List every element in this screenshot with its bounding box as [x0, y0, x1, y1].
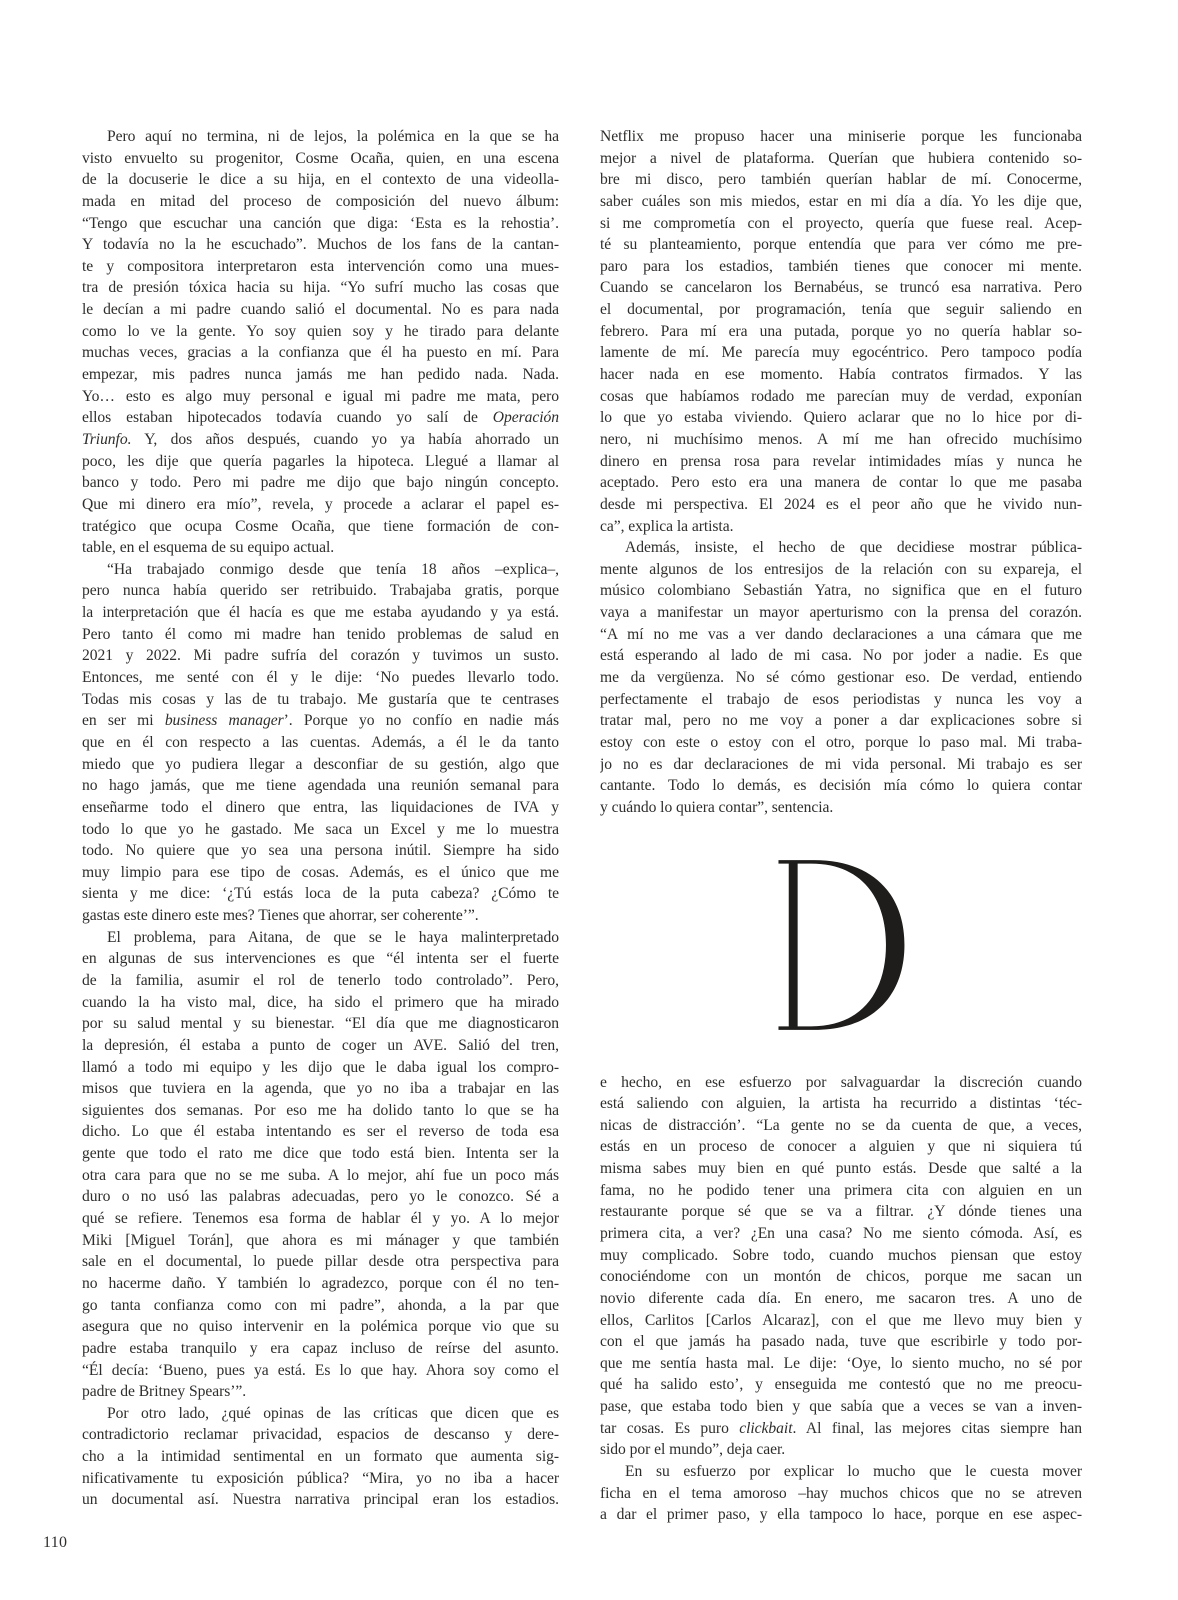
text-line: estoy con este o estoy con el otro, porque lo paso mal. Mi traba- — [600, 733, 1082, 751]
text-line: que en él con respecto a las cuentas. Además, a él le da tanto — [82, 733, 559, 751]
text-line: té su planteamiento, porque entendía que para ver cómo me pre- — [600, 236, 1082, 254]
text-line: vaya a manifestar un mayor aperturismo con la prensa del corazón. — [600, 604, 1082, 622]
text-line: “Tengo que escuchar una canción que diga: ‘Esta es la rehostia’. — [82, 214, 559, 232]
text-line: y cuándo lo quiera contar”, sentencia. — [600, 798, 834, 816]
text-line: dicho. Lo que él estaba intentando es ser el reverso de toda esa — [82, 1123, 559, 1141]
text-line: “Ha trabajado conmigo desde que tenía 18 años –explica–, — [107, 560, 559, 578]
text-line: el documental, por programación, tenía que seguir saliendo en — [600, 301, 1082, 319]
text-line: Pero aquí no termina, ni de lejos, la polémica en la que se ha — [107, 128, 559, 145]
text-column-left — [82, 126, 559, 1526]
text-line: nero, ni muchísimo menos. A mí me han ofrecido muchísimo — [600, 430, 1082, 448]
text-line: sale en el documental, lo puede pillar desde otra perspectiva para — [82, 1253, 559, 1271]
text-line: dinero en prensa rosa para revelar intimidades mías y nunca he — [600, 452, 1082, 470]
text-line: “A mí no me vas a ver dando declaraciones a una cámara que me — [600, 625, 1082, 643]
text-line: Miki [Miguel Torán], que ahora es mi mánager y que también — [82, 1231, 559, 1249]
text-line: jo no es dar declaraciones de mi vida personal. Mi trabajo es ser — [600, 755, 1082, 773]
text-line: te y compositora interpretaron esta intervención como una mues- — [82, 257, 559, 275]
text-line: cosas que habíamos rodado me parecían muy de verdad, exponían — [600, 387, 1082, 405]
text-line: pero nunca había querido ser retribuido. Trabajaba gratis, porque — [82, 582, 559, 600]
text-line: no hacerme daño. Y también lo agradezco, porque con él no ten- — [82, 1274, 559, 1292]
paragraph — [82, 559, 559, 927]
paragraph — [600, 537, 1082, 818]
text-line: miedo que yo pudiera llegar a desconfiar de su gestión, algo que — [82, 755, 559, 773]
text-line: restaurante porque sé que se va a filtrar. ¿Y dónde tienes una — [600, 1203, 1082, 1221]
text-line: le decían a mi padre cuando salió el documental. No es para nada — [82, 301, 559, 319]
text-line: mejor a nivel de plataforma. Querían que hubiera contenido so- — [600, 149, 1082, 167]
text-line: la depresión, él estaba a punto de coger un AVE. Salió del tren, — [82, 1036, 559, 1054]
text-line: que me sentía hasta mal. Le dije: ‘Oye, lo siento mucho, no sé por — [600, 1354, 1082, 1372]
text-line: El problema, para Aitana, de que se le haya malinterpretado — [107, 928, 559, 946]
text-line: todo. No quiere que yo sea una persona inútil. Siempre ha sido — [82, 842, 559, 860]
text-line: en algunas de sus intervenciones es que “él intenta ser el fuerte — [82, 950, 559, 968]
drop-cap-letter — [600, 819, 1082, 1072]
text-line: lo que yo estaba viviendo. Quiero aclarar que no lo hice por di- — [600, 409, 1082, 427]
text-line: llamó a todo mi equipo y les dijo que le daba igual los compro- — [82, 1058, 559, 1076]
text-line: Todas mis cosas y las de tu trabajo. Me gustaría que te centrases — [82, 690, 559, 708]
text-line: en ser mi business manager’. Porque yo no confío en nadie más — [82, 712, 559, 730]
text-line: todo lo que yo he gastado. Me saca un Excel y me lo muestra — [82, 820, 559, 838]
text-line: padre estaba tranquilo y era capaz incluso de reírse del asunto. — [82, 1339, 559, 1357]
text-line: duro o no usó las palabras adecuadas, pero yo le conozco. Sé a — [82, 1188, 559, 1206]
text-line: me da vergüenza. No sé cómo gestionar eso. De verdad, entiendo — [600, 669, 1082, 687]
text-line: qué se refiere. Tenemos esa forma de hablar él y yo. A lo mejor — [82, 1210, 559, 1228]
paragraph — [600, 1461, 1082, 1526]
text-line: perfectamente el trabajo de esos periodistas y nunca les voy a — [600, 690, 1082, 708]
text-line: con el que jamás ha pasado nada, tuve que escribirle y todo por- — [600, 1333, 1082, 1351]
text-line: gastas este dinero este mes? Tienes que ahorrar, ser coherente’”. — [82, 907, 479, 925]
paragraph — [600, 126, 1082, 537]
text-line: sienta y me dice: ‘¿Tú estás loca de la puta cabeza? ¿Cómo te — [82, 885, 559, 903]
paragraph — [82, 927, 559, 1403]
text-line: febrero. Para mí era una putada, porque yo no quería hablar so- — [600, 322, 1082, 340]
text-line: cho a la intimidad sentimental en un formato que aumenta sig- — [82, 1448, 559, 1466]
paragraph — [82, 1403, 559, 1511]
text-line: conociéndome con un montón de chicos, porque me sacan un — [600, 1268, 1082, 1286]
text-line: está esperando al lado de mi casa. No por joder a nadie. Es que — [600, 647, 1082, 665]
text-line: si me comprometía con el proyecto, quería que fuese real. Acep- — [600, 214, 1082, 232]
text-line: Que mi dinero era mío”, revela, y procede a aclarar el papel es- — [82, 495, 559, 513]
text-line: tratar mal, pero no me voy a poner a dar explicaciones sobre si — [600, 712, 1082, 730]
text-line: nificativamente tu exposición pública? “Mira, yo no iba a hacer — [82, 1469, 559, 1487]
text-line: ca”, explica la artista. — [600, 517, 734, 535]
text-line: saber cuáles son mis miedos, estar en mi día a día. Yo les dije que, — [600, 192, 1082, 210]
text-line: tratégico que ocupa Cosme Ocaña, que tiene formación de con- — [82, 517, 559, 535]
text-line: desde mi perspectiva. El 2024 es el peor año que he vivido nun- — [600, 495, 1082, 513]
text-line: Triunfo. Y, dos años después, cuando yo ya había ahorrado un — [82, 430, 559, 448]
text-line: novio diferente cada día. En enero, me sacaron tres. A uno de — [600, 1289, 1082, 1307]
text-line: a dar el primer paso, y ella tampoco lo hace, porque en ese aspec- — [600, 1506, 1082, 1524]
text-column-right — [600, 126, 1082, 1526]
text-line: Pero tanto él como mi madre han tenido problemas de salud en — [82, 625, 559, 643]
text-line: misos que tuviera en la agenda, que yo no iba a trabajar en las — [82, 1080, 559, 1098]
text-line: nicas de distracción’. “La gente no se da cuenta de que, a veces, — [600, 1116, 1082, 1134]
text-line: contradictorio reclamar privacidad, espacios de descanso y dere- — [82, 1426, 559, 1444]
text-line: otra cara para que no se me suba. A lo mejor, ahí fue un poco más — [82, 1166, 559, 1184]
text-line: mada en mitad del proceso de composición del nuevo álbum: — [82, 192, 559, 210]
text-line: mente algunos de los entresijos de la relación con su expareja, el — [600, 560, 1082, 578]
text-line: no hago jamás, que me tiene agendada una reunión semanal para — [82, 777, 559, 795]
text-line: muy limpio para ese tipo de cosas. Además, es el único que me — [82, 863, 559, 881]
text-line: Y todavía no la he escuchado”. Muchos de los fans de la cantan- — [82, 236, 559, 254]
text-line: Además, insiste, el hecho de que decidiese mostrar pública- — [625, 539, 1082, 557]
text-line: muchas veces, gracias a la confianza que él ha puesto en mí. Para — [82, 344, 559, 362]
text-line: Por otro lado, ¿qué opinas de las críticas que dicen que es — [107, 1404, 559, 1422]
text-line: cantante. Todo lo demás, es decisión mía cómo lo quiera contar — [600, 777, 1082, 795]
text-line: como lo ve la gente. Yo soy quien soy y he tirado para delante — [82, 322, 559, 340]
text-line: misma sabes muy bien en qué punto estás. Desde que salté a la — [600, 1160, 1082, 1178]
text-line: sido por el mundo”, deja caer. — [600, 1441, 786, 1459]
text-line: qué ha salido esto’, y enseguida me contestó que no me preocu- — [600, 1376, 1082, 1394]
text-line: asegura que no quiso intervenir en la polémica porque vio que su — [82, 1318, 559, 1336]
text-line: “Él decía: ‘Bueno, pues ya está. Es lo que hay. Ahora soy como el — [82, 1361, 559, 1379]
text-line: paro para los estadios, también tienes que conocer mi mente. — [600, 257, 1082, 275]
page-number: 110 — [43, 1534, 68, 1551]
text-line: ficha en el tema amoroso –hay muchos chicos que no se atreven — [600, 1484, 1082, 1502]
text-line: un documental así. Nuestra narrativa principal eran los estadios. — [82, 1491, 559, 1509]
text-line: primera cita, a ver? ¿En una casa? No me siento cómoda. Así, es — [600, 1224, 1082, 1242]
text-line: aceptado. Pero esto era una manera de contar lo que me pasaba — [600, 474, 1082, 492]
text-line: tar cosas. Es puro clickbait. Al final, las mejores citas siempre han — [600, 1419, 1082, 1437]
text-line: padre de Britney Spears’”. — [82, 1383, 247, 1401]
paragraph — [82, 126, 559, 559]
text-line: table, en el esquema de su equipo actual. — [82, 539, 335, 557]
text-line: por su salud mental y su bienestar. “El día que me diagnosticaron — [82, 1015, 559, 1033]
text-line: 2021 y 2022. Mi padre sufría del corazón y tuvimos un susto. — [82, 647, 559, 665]
text-line: tra de presión tóxica hacia su hija. “Yo sufrí mucho las cosas que — [82, 279, 559, 297]
text-line: hacer nada en ese momento. Había contratos firmados. Y las — [600, 366, 1082, 384]
text-line: cuando la ha visto mal, dice, ha sido el primero que ha mirado — [82, 993, 559, 1011]
text-line: muy complicado. Sobre todo, cuando muchos piensan que estoy — [600, 1246, 1082, 1264]
text-line: estás en un proceso de conocer a alguien y que ni siquiera tú — [600, 1138, 1082, 1156]
text-line: bre mi disco, pero también querían hablar de mí. Conocerme, — [600, 171, 1082, 189]
text-line: ellos, Carlitos [Carlos Alcaraz], con el que me llevo muy bien y — [600, 1311, 1082, 1329]
text-line: lamente de mí. Me parecía muy egocéntrico. Pero tampoco podía — [600, 344, 1082, 362]
text-line: de la docuserie le dice a su hija, en el contexto de una videolla- — [82, 171, 559, 189]
text-line: Netflix me propuso hacer una miniserie porque les funcionaba — [600, 128, 1082, 145]
text-line: está saliendo con alguien, la artista ha recurrido a distintas ‘téc- — [600, 1095, 1082, 1113]
text-line: e hecho, en ese esfuerzo por salvaguardar la discreción cuando — [600, 1073, 1082, 1091]
text-line: go tanta confianza como con mi padre”, ahonda, a la par que — [82, 1296, 559, 1314]
text-line: En su esfuerzo por explicar lo mucho que le cuesta mover — [625, 1463, 1082, 1481]
text-line: fama, no he podido tener una primera cita con alguien en un — [600, 1181, 1082, 1199]
text-line: Entonces, me senté con él y le dije: ‘No puedes llevarlo todo. — [82, 669, 559, 687]
text-line: siguientes dos semanas. Por eso me ha dolido tanto lo que se ha — [82, 1101, 559, 1119]
paragraph — [600, 1072, 1082, 1462]
text-line: banco y todo. Pero mi padre me dijo que bajo ningún concepto. — [82, 474, 559, 492]
text-line: empezar, mis padres nunca jamás me han pedido nada. Nada. — [82, 366, 559, 384]
text-line: visto envuelto su progenitor, Cosme Ocaña, quien, en una escena — [82, 149, 559, 167]
text-line: la interpretación que él hacía es que me estaba ayudando y ya está. — [82, 604, 559, 622]
text-line: músico colombiano Sebastián Yatra, no significa que en el futuro — [600, 582, 1082, 600]
text-line: pase, que estaba todo bien y que sabía que a veces se van a inven- — [600, 1398, 1082, 1416]
text-line: poco, les dije que quería pagarles la hipoteca. Llegué a llamar al — [82, 452, 559, 470]
text-line: enseñarme todo el dinero que entra, las liquidaciones de IVA y — [82, 798, 559, 816]
article-body — [82, 126, 1082, 1526]
text-line: gente que todo el rato me dice que todo está bien. Intenta ser la — [82, 1145, 559, 1163]
text-line: Cuando se cancelaron los Bernabéus, se truncó esa narrativa. Pero — [600, 279, 1082, 297]
text-line: ellos estaban hipotecados todavía cuando yo salí de Operación — [82, 409, 559, 427]
text-line: de la familia, asumir el rol de tenerlo todo controlado”. Pero, — [82, 971, 559, 989]
text-line: Yo… esto es algo muy personal e igual mi padre me mata, pero — [82, 387, 559, 405]
